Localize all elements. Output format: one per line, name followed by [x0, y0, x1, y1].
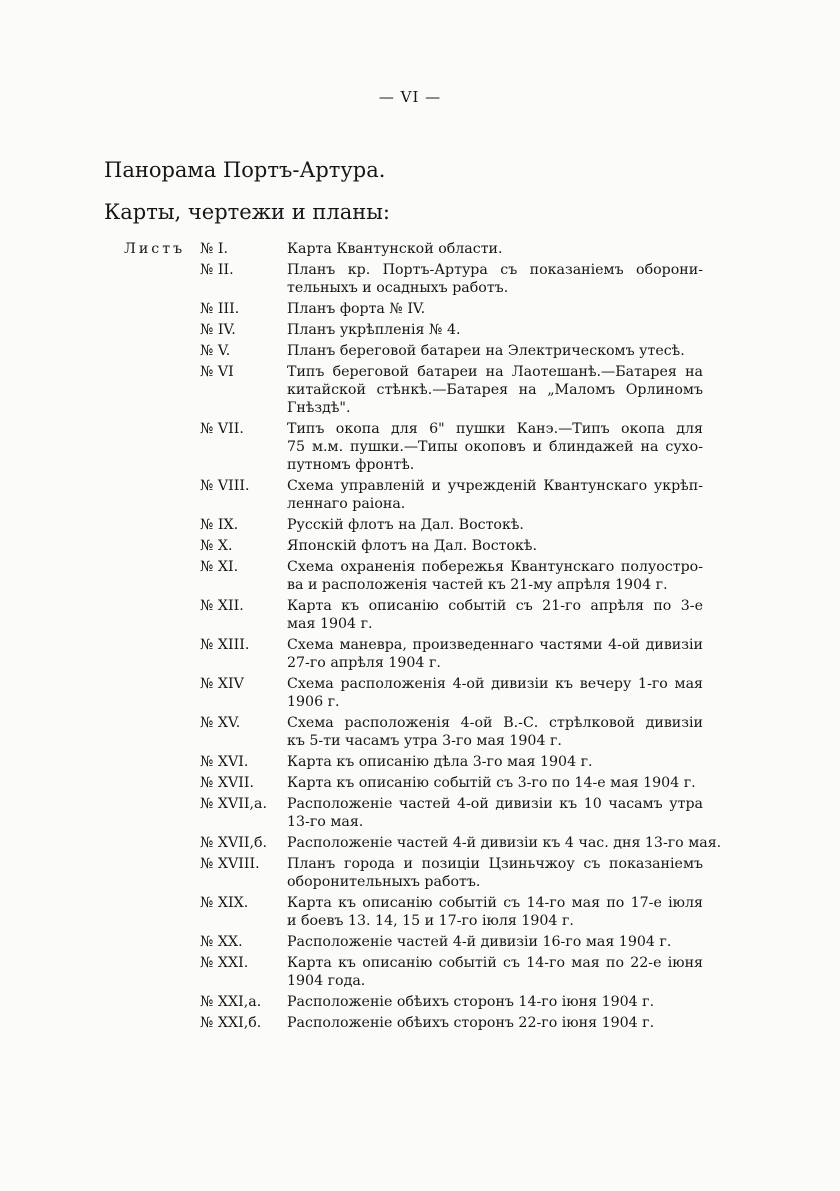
description-line: Схема маневра, произведеннаго частями 4-ой дивизіи [287, 637, 703, 653]
sheet-description [287, 342, 703, 360]
sheet-number: № I. [200, 241, 229, 257]
list-item [0, 675, 840, 711]
sheet-description [287, 597, 703, 633]
sheet-description [287, 240, 703, 258]
sheet-description [287, 636, 703, 672]
description-line: Карта Квантунской области. [287, 241, 503, 257]
sheet-number: № XVII,б. [200, 835, 268, 851]
description-line: Планъ форта № IV. [287, 301, 426, 317]
list-item [0, 321, 840, 339]
sheet-number: № XI. [200, 559, 239, 575]
sheet-description [287, 714, 703, 750]
sheet-number: № XVII,а. [200, 796, 267, 812]
sheet-description [287, 675, 703, 711]
sheet-number: № XXI,а. [200, 994, 262, 1010]
description-line: 75 м.м. пушки.—Типы окоповъ и блиндажей на сухо- [287, 439, 703, 455]
list-item [0, 516, 840, 534]
list-item [0, 363, 840, 417]
sheet-description [287, 300, 703, 318]
description-line: Расположеніе обѣихъ сторонъ 14-го іюня 1904 г. [287, 994, 655, 1010]
description-line: 1904 года. [287, 973, 366, 989]
sheet-number: № IX. [200, 517, 239, 533]
description-line: мая 1904 г. [287, 616, 373, 632]
list-item [0, 834, 840, 852]
description-line: 27-го апрѣля 1904 г. [287, 655, 441, 671]
sheet-description [287, 753, 703, 771]
sheet-number: № XII. [200, 598, 244, 614]
sheet-number: № XIII. [200, 637, 250, 653]
description-line: оборонительныхъ работъ. [287, 874, 481, 890]
sheet-list [0, 240, 840, 1035]
sheet-description [287, 477, 703, 513]
page-number: — VI — [378, 88, 442, 106]
description-line: леннаго раіона. [287, 496, 406, 512]
sheet-number: № V. [200, 343, 231, 359]
description-line: ва и расположенія частей къ 21-му апрѣля 1904 г. [287, 577, 668, 593]
list-item [0, 240, 840, 258]
list-item [0, 420, 840, 474]
sheet-description [287, 774, 703, 792]
list-item [0, 597, 840, 633]
list-item [0, 774, 840, 792]
list-item [0, 537, 840, 555]
heading-panorama: Панорама Портъ-Артура. [104, 158, 386, 182]
sheet-description [287, 321, 703, 339]
list-item [0, 261, 840, 297]
list-item [0, 300, 840, 318]
list-item [0, 342, 840, 360]
sheet-description [287, 261, 703, 297]
sheet-description [287, 537, 703, 555]
description-line: Расположеніе частей 4-ой дивизіи къ 10 часамъ утра [287, 796, 703, 812]
list-item [0, 477, 840, 513]
sheet-description [287, 834, 722, 852]
list-prefix: Листъ [124, 241, 186, 257]
heading-maps: Карты, чертежи и планы: [104, 200, 391, 224]
sheet-number: № XIX. [200, 895, 249, 911]
sheet-description [287, 795, 703, 831]
description-line: Планъ укрѣпленія № 4. [287, 322, 461, 338]
sheet-number: № XXI. [200, 955, 249, 971]
list-item [0, 855, 840, 891]
sheet-description [287, 954, 703, 990]
list-item [0, 993, 840, 1011]
list-item [0, 636, 840, 672]
description-line: Схема расположенія 4-ой дивизіи къ вечеру 1-го мая [287, 676, 703, 692]
description-line: Карта къ описанію событій съ 21-го апрѣля по 3-е [287, 598, 703, 614]
sheet-number: № XV. [200, 715, 241, 731]
sheet-number: № VII. [200, 421, 244, 437]
description-line: тельныхъ и осадныхъ работъ. [287, 280, 509, 296]
description-line: Схема управленій и учрежденій Квантунскаго укрѣп- [287, 478, 703, 494]
description-line: Русскій флотъ на Дал. Востокѣ. [287, 517, 524, 533]
sheet-description [287, 558, 703, 594]
sheet-number: № XVII. [200, 775, 254, 791]
sheet-number: № VI [200, 364, 234, 380]
sheet-number: № X. [200, 538, 233, 554]
description-line: Расположеніе частей 4-й дивизіи къ 4 час. дня 13-го мая. [287, 835, 722, 851]
sheet-number: № XVIII. [200, 856, 260, 872]
sheet-description [287, 855, 703, 891]
description-line: Планъ города и позиціи Цзиньчжоу съ показаніемъ [287, 856, 703, 872]
sheet-number: № XIV [200, 676, 244, 692]
list-item [0, 795, 840, 831]
sheet-description [287, 363, 703, 417]
description-line: Карта къ описанію дѣла 3-го мая 1904 г. [287, 754, 593, 770]
description-line: путномъ фронтѣ. [287, 457, 415, 473]
description-line: къ 5-ти часамъ утра 3-го мая 1904 г. [287, 733, 562, 749]
sheet-description [287, 993, 703, 1011]
sheet-number: № XXI,б. [200, 1015, 262, 1031]
sheet-number: № IV. [200, 322, 236, 338]
sheet-number: № II. [200, 262, 234, 278]
description-line: Планъ кр. Портъ-Артура съ показаніемъ оборони- [287, 262, 703, 278]
sheet-number: № XX. [200, 934, 243, 950]
sheet-number: № III. [200, 301, 240, 317]
description-line: 13-го мая. [287, 814, 364, 830]
description-line: Карта къ описанію событій съ 14-го мая по 22-е іюня [287, 955, 703, 971]
sheet-number: № XVI. [200, 754, 249, 770]
description-line: китайской стѣнкѣ.—Батарея на „Маломъ Орлиномъ [287, 382, 703, 398]
list-item [0, 1014, 840, 1032]
sheet-description [287, 516, 703, 534]
description-line: Японскій флотъ на Дал. Востокѣ. [287, 538, 537, 554]
description-line: Схема расположенія 4-ой В.-С. стрѣлковой дивизіи [287, 715, 703, 731]
description-line: Планъ береговой батареи на Электрическомъ утесѣ. [287, 343, 685, 359]
description-line: Расположеніе частей 4-й дивизіи 16-го мая 1904 г. [287, 934, 672, 950]
description-line: Схема охраненія побережья Квантунскаго полуостро- [287, 559, 703, 575]
description-line: Расположеніе обѣихъ сторонъ 22-го іюня 1904 г. [287, 1015, 655, 1031]
list-item [0, 894, 840, 930]
sheet-description [287, 1014, 703, 1032]
list-item [0, 558, 840, 594]
description-line: Карта къ описанію событій съ 3-го по 14-е мая 1904 г. [287, 775, 696, 791]
description-line: и боевъ 13. 14, 15 и 17-го іюля 1904 г. [287, 913, 574, 929]
list-item [0, 954, 840, 990]
description-line: Типъ окопа для 6" пушки Канэ.—Типъ окопа для [287, 421, 703, 437]
list-item [0, 753, 840, 771]
sheet-description [287, 420, 703, 474]
description-line: Гнѣздѣ". [287, 400, 351, 416]
description-line: Карта къ описанію событій съ 14-го мая по 17-е іюля [287, 895, 703, 911]
sheet-number: № VIII. [200, 478, 250, 494]
description-line: Типъ береговой батареи на Лаотешанѣ.—Батарея на [287, 364, 703, 380]
sheet-description [287, 933, 703, 951]
description-line: 1906 г. [287, 694, 340, 710]
list-item [0, 714, 840, 750]
sheet-description [287, 894, 703, 930]
list-item [0, 933, 840, 951]
